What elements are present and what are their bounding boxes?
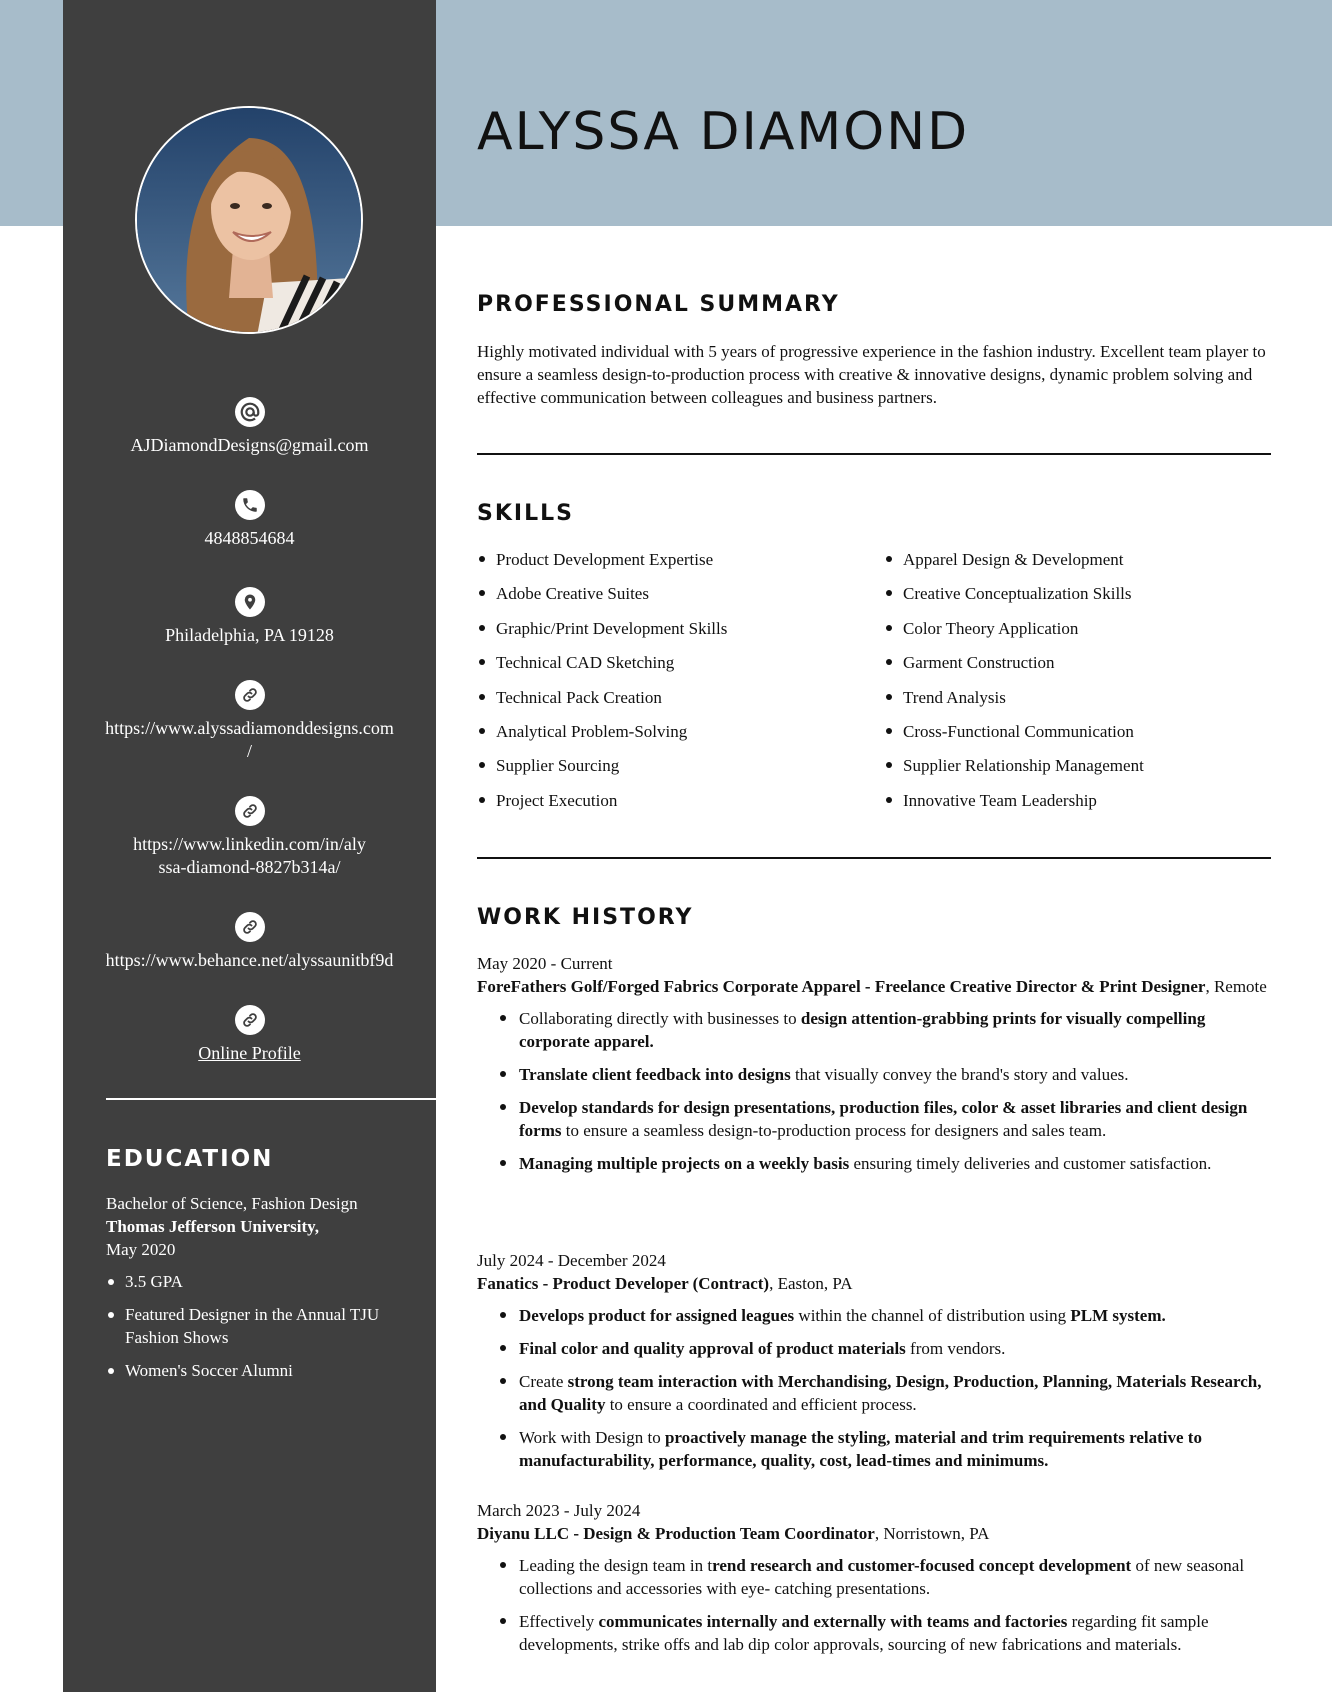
skill-item: Color Theory Application <box>884 617 1144 651</box>
phone-icon <box>235 490 265 520</box>
skill-item: Product Development Expertise <box>477 548 727 582</box>
duty-text: that visually convey the brand's story and values. <box>790 1065 1129 1084</box>
contact-online-profile[interactable] <box>63 1005 436 1065</box>
job-location: , Remote <box>1205 977 1267 996</box>
contact-behance[interactable] <box>63 912 436 972</box>
duty-text: Effectively <box>519 1612 599 1631</box>
job-entry <box>477 1499 1277 1666</box>
list-item <box>519 1063 1277 1086</box>
skill-item: Technical CAD Sketching <box>477 651 727 685</box>
skills-list-left <box>477 548 727 823</box>
education-list <box>106 1270 406 1382</box>
education-heading: EDUCATION <box>106 1146 274 1172</box>
skill-item: Graphic/Print Development Skills <box>477 617 727 651</box>
duty-text: ensuring timely deliveries and customer satisfaction. <box>849 1154 1212 1173</box>
list-item <box>519 1554 1277 1600</box>
list-item <box>519 1610 1277 1656</box>
skill-item: Apparel Design & Development <box>884 548 1144 582</box>
skill-item: Technical Pack Creation <box>477 686 727 720</box>
contact-linkedin[interactable] <box>63 796 436 879</box>
job-entry <box>477 952 1277 1185</box>
phone-text[interactable]: 4848854684 <box>204 528 295 548</box>
candidate-name: ALYSSA DIAMOND <box>477 102 970 162</box>
work-heading: WORK HISTORY <box>477 905 694 930</box>
sidebar-divider <box>106 1098 436 1100</box>
duty-text: PLM system. <box>1070 1306 1166 1325</box>
job-duties <box>477 1554 1277 1656</box>
list-item <box>519 1096 1277 1142</box>
education-degree: Bachelor of Science, Fashion Design <box>106 1194 358 1213</box>
skill-item: Innovative Team Leadership <box>884 789 1144 823</box>
job-dates: March 2023 - July 2024 <box>477 1501 641 1520</box>
skills-list-right <box>884 548 1144 823</box>
website-link[interactable]: https://www.alyssadiamonddesigns.com/ <box>105 718 394 761</box>
duty-text: regarding fit sample developments, strike offs and lab dip color approvals, sourcing of new fabrications and materials. <box>519 1612 1209 1654</box>
online-profile-link[interactable]: Online Profile <box>198 1043 301 1063</box>
job-title: ForeFathers Golf/Forged Fabrics Corporate Apparel - Freelance Creative Director & Print Designer <box>477 977 1206 996</box>
skill-item: Garment Construction <box>884 651 1144 685</box>
job-title-line <box>477 1522 1277 1545</box>
job-title-line <box>477 975 1277 998</box>
duty-text: Create <box>519 1372 568 1391</box>
summary-heading: PROFESSIONAL SUMMARY <box>477 292 840 317</box>
job-entry <box>477 1249 1277 1482</box>
link-icon <box>235 912 265 942</box>
education-date: May 2020 <box>106 1240 176 1259</box>
behance-link[interactable]: https://www.behance.net/alyssaunitbf9d <box>105 950 394 970</box>
duty-text: Translate client feedback into designs <box>519 1065 791 1084</box>
education-block <box>106 1192 406 1392</box>
job-title: Diyanu LLC - Design & Production Team Coordinator <box>477 1524 875 1543</box>
education-school: Thomas Jefferson University, <box>106 1217 319 1236</box>
job-location: , Easton, PA <box>769 1274 853 1293</box>
section-divider <box>477 857 1271 859</box>
duty-text: of new seasonal collections and accessories with eye- catching presentations. <box>519 1556 1245 1598</box>
list-item <box>519 1370 1277 1416</box>
list-item <box>519 1337 1277 1360</box>
skill-item: Cross-Functional Communication <box>884 720 1144 754</box>
duty-text: proactively manage the styling, material and trim requirements relative to manufacturability, performance, quality, cost, lead-times and minimums. <box>519 1428 1202 1470</box>
list-item: Featured Designer in the Annual TJU Fashion Shows <box>106 1303 406 1349</box>
skill-item: Supplier Relationship Management <box>884 754 1144 788</box>
at-icon <box>235 397 265 427</box>
linkedin-link[interactable]: https://www.linkedin.com/in/alyssa-diamond-8827b314a/ <box>133 834 366 877</box>
duty-text: Develop standards for design presentations, production files, color & asset libraries and client design forms <box>519 1098 1248 1140</box>
contact-website[interactable] <box>63 680 436 763</box>
duty-text: strong team interaction with Merchandising, Design, Production, Planning, Materials Research, and Quality <box>519 1372 1262 1414</box>
section-divider <box>477 453 1271 455</box>
list-item <box>519 1007 1277 1053</box>
list-item <box>519 1304 1277 1327</box>
duty-text: communicates internally and externally with teams and factories <box>598 1612 1068 1631</box>
duty-text: Leading the design team in t <box>519 1556 713 1575</box>
job-location: , Norristown, PA <box>874 1524 990 1543</box>
job-duties <box>477 1304 1277 1472</box>
duty-text: to ensure a seamless design-to-production process for designers and sales team. <box>561 1121 1107 1140</box>
contact-location <box>63 587 436 647</box>
location-text: Philadelphia, PA 19128 <box>165 625 334 645</box>
duty-text: Work with Design to <box>519 1428 665 1447</box>
list-item <box>519 1152 1277 1175</box>
duty-text: Develops product for assigned leagues <box>519 1306 795 1325</box>
list-item: Women's Soccer Alumni <box>106 1359 406 1382</box>
link-icon <box>235 680 265 710</box>
duty-text: from vendors. <box>905 1339 1006 1358</box>
skill-item: Adobe Creative Suites <box>477 582 727 616</box>
skill-item: Creative Conceptualization Skills <box>884 582 1144 616</box>
skills-heading: SKILLS <box>477 501 574 526</box>
list-item <box>519 1426 1277 1472</box>
skill-item: Analytical Problem-Solving <box>477 720 727 754</box>
link-icon <box>235 1005 265 1035</box>
job-dates: July 2024 - December 2024 <box>477 1251 666 1270</box>
portrait-illustration <box>137 108 363 334</box>
duty-text: Managing multiple projects on a weekly basis <box>519 1154 850 1173</box>
skill-item: Trend Analysis <box>884 686 1144 720</box>
duty-text: Final color and quality approval of product materials <box>519 1339 906 1358</box>
job-title-line <box>477 1272 1277 1295</box>
duty-text: Collaborating directly with businesses to <box>519 1009 801 1028</box>
skill-item: Project Execution <box>477 789 727 823</box>
profile-photo <box>135 106 363 334</box>
contact-phone[interactable] <box>63 490 436 550</box>
duty-text: within the channel of distribution using <box>794 1306 1071 1325</box>
job-duties <box>477 1007 1277 1175</box>
job-title: Fanatics - Product Developer (Contract) <box>477 1274 770 1293</box>
skill-item: Supplier Sourcing <box>477 754 727 788</box>
email-text[interactable]: AJDiamondDesigns@gmail.com <box>130 435 369 455</box>
job-dates: May 2020 - Current <box>477 954 613 973</box>
duty-text: design attention-grabbing prints for visually compelling corporate apparel. <box>519 1009 1206 1051</box>
duty-text: to ensure a coordinated and efficient process. <box>605 1395 917 1414</box>
contact-email[interactable] <box>63 397 436 457</box>
summary-text: Highly motivated individual with 5 years of progressive experience in the fashion industry. Excellent team player to ensure a seamless design-to-production process with creative & innovative designs, dynamic problem solving and effective communication between colleagues and business partners. <box>477 342 1266 407</box>
location-icon <box>235 587 265 617</box>
link-icon <box>235 796 265 826</box>
duty-text: rend research and customer-focused concept development <box>712 1556 1132 1575</box>
list-item: 3.5 GPA <box>106 1270 406 1293</box>
